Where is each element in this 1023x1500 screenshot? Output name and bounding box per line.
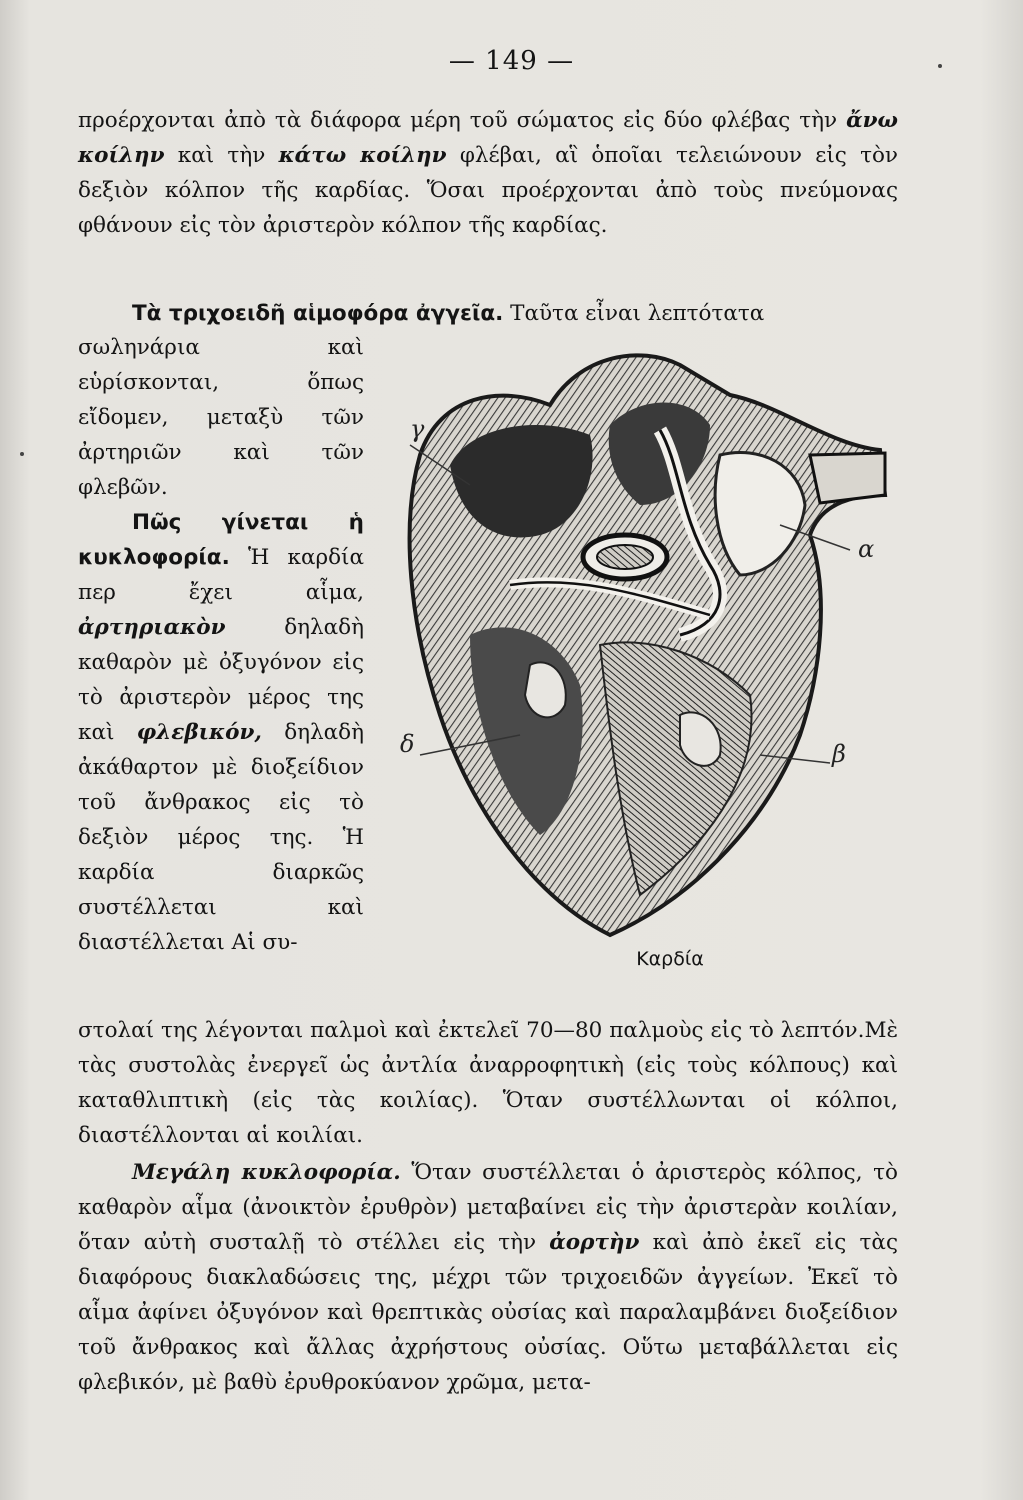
systemic-circulation-heading: Μεγάλη κυκλοφορία. <box>132 1160 401 1185</box>
heart-drawing <box>380 335 900 960</box>
lower-vena-cava-term: κάτω κοίλην <box>278 143 447 168</box>
aorta-term: ἀορτὴν <box>549 1230 640 1255</box>
intro-end-text: φλέβαι, αἳ ὁποῖαι τελειώνουν εἰς τὸν δεξιὸν κόλπον τῆς καρδίας. Ὅσαι προέρχονται ἀπὸ τοὺς πνεύμονας φθάνουν εἰς τὸν ἀριστερὸν κόλπον τῆς καρδίας. <box>78 143 898 238</box>
circulation-text-3: δηλαδὴ ἀκάθαρτον μὲ διοξείδιον τοῦ ἄνθρακος εἰς τὸ δεξιὸν μέρος της. Ἡ καρδία διαρκῶς συστέλλεται καὶ διαστέλλεται Αἱ συ- <box>78 720 364 955</box>
figure-caption: Καρδία <box>636 948 704 970</box>
page-speck <box>938 64 942 68</box>
capillaries-text-start: Ταῦτα εἶναι λεπτότατα <box>510 301 765 326</box>
circulation-text-2: δηλαδὴ καθαρὸν μὲ ὀξυγόνον εἰς τὸ ἀριστερὸν μέρος της καὶ <box>78 615 364 745</box>
upper-vena-cava-term: ἄνω κοίλην <box>78 108 898 168</box>
circulation-tail-text: στολαί της λέγονται παλμοὶ καὶ ἐκτελεῖ 70—80 παλμοὺς εἰς τὸ λεπτόν.Μὲ τὰς συστολὰς ἐνεργεῖ ὡς ἀντλία ἀναρροφητικὴ (εἰς τοὺς κόλπους) καὶ καταθλιπτικὴ (εἰς τὰς κοιλίας). Ὅταν συστέλλωνται οἱ κόλποι, διαστέλλονται αἱ κοιλίαι. <box>78 1018 898 1148</box>
capillaries-text: σωληνάρια καὶ εὑρίσκονται, ὅπως εἴδομεν, μεταξὺ τῶν ἀρτηριῶν καὶ τῶν φλεβῶν. <box>78 335 364 500</box>
page-number: — 149 — <box>448 46 575 76</box>
circulation-heading: Πῶς γίνεται ἡ κυκλοφορία. <box>78 510 364 570</box>
circulation-continuation <box>78 1013 898 1153</box>
capillaries-heading-line <box>78 296 898 331</box>
intro-mid-text: καὶ τὴν <box>177 143 266 168</box>
intro-paragraph <box>78 103 898 243</box>
systemic-circulation-paragraph <box>78 1155 898 1400</box>
left-column-text <box>78 330 364 960</box>
label-alpha: α <box>858 535 875 563</box>
venous-term: φλεβικόν, <box>136 720 262 745</box>
label-beta: β <box>832 740 846 768</box>
systemic-text-1: Ὅταν συστέλλεται ὁ ἀριστερὸς κόλπος, τὸ καθαρὸν αἷμα (ἀνοικτὸν ἐρυθρὸν) μεταβαίνει εἰς τὴν ἀριστερὰν κοιλίαν, ὅταν αὐτὴ συσταλῇ τὸ στέλλει εἰς τὴν <box>78 1160 898 1255</box>
circulation-text-1: Ἡ καρδία περ ἔχει αἷμα, <box>78 545 364 605</box>
systemic-text-2: καὶ ἀπὸ ἐκεῖ εἰς τὰς διαφόρους διακλαδώσεις της, μέχρι τῶν τριχοειδῶν ἀγγείων. Ἐκεῖ τὸ αἷμα ἀφίνει ὀξυγόνον καὶ θρεπτικὰς οὐσίας καὶ παραλαμβάνει διοξείδιον τοῦ ἄνθρακος καὶ ἄλλας ἀχρήστους οὐσίας. Οὕτω μεταβάλλεται εἰς φλεβικόν, μὲ βαθὺ ἐρυθροκύανον χρῶμα, μετα- <box>78 1230 898 1395</box>
page-speck <box>20 452 24 456</box>
arterial-term: ἀρτηριακὸν <box>78 615 226 640</box>
label-delta: δ <box>400 730 415 758</box>
capillaries-heading: Τὰ τριχοειδῆ αἱμοφόρα ἀγγεῖα. <box>132 301 504 326</box>
heart-illustration <box>380 335 900 960</box>
label-gamma: γ <box>410 415 425 443</box>
intro-text: προέρχονται ἀπὸ τὰ διάφορα μέρη τοῦ σώματος εἰς δύο φλέβας τὴν <box>78 108 838 133</box>
